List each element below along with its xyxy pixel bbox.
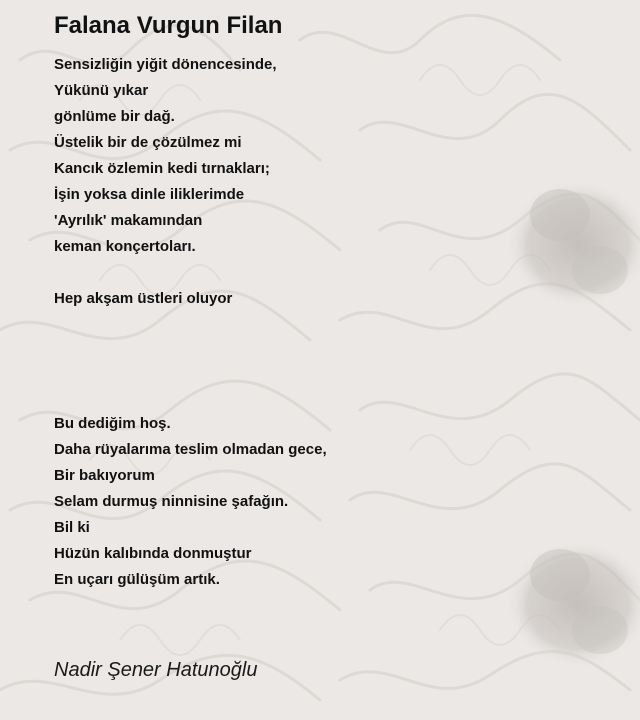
poem-line: Kancık özlemin kedi tırnakları; [54, 160, 270, 177]
poem-line: En uçarı gülüşüm artık. [54, 571, 220, 588]
poem-line: Bu dediğim hoş. [54, 415, 171, 432]
poem-line: 'Ayrılık' makamından [54, 212, 203, 229]
poem-line: gönlüme bir dağ. [54, 108, 175, 125]
poem-line: Hüzün kalıbında donmuştur [54, 545, 252, 562]
poem-line: Daha rüyalarıma teslim olmadan gece, [54, 441, 327, 458]
poem-line: Üstelik bir de çözülmez mi [54, 134, 242, 151]
poem-line: Hep akşam üstleri oluyor [54, 290, 233, 307]
poem-line: Bir bakıyorum [54, 467, 155, 484]
stanza [54, 52, 277, 260]
poem-line: Bil ki [54, 519, 90, 536]
poem-line: Sensizliğin yiğit dönencesinde, [54, 56, 277, 73]
poem-author: Nadir Şener Hatunoğlu [54, 659, 258, 681]
poem-line: İşin yoksa dinle iliklerimde [54, 186, 245, 203]
poem-line: keman konçertoları. [54, 238, 196, 255]
poem-line: Selam durmuş ninnisine şafağın. [54, 493, 289, 510]
poem-title: Falana Vurgun Filan [54, 12, 283, 39]
poem-line: Yükünü yıkar [54, 82, 149, 99]
stanza [54, 286, 232, 312]
stanza [54, 411, 327, 593]
